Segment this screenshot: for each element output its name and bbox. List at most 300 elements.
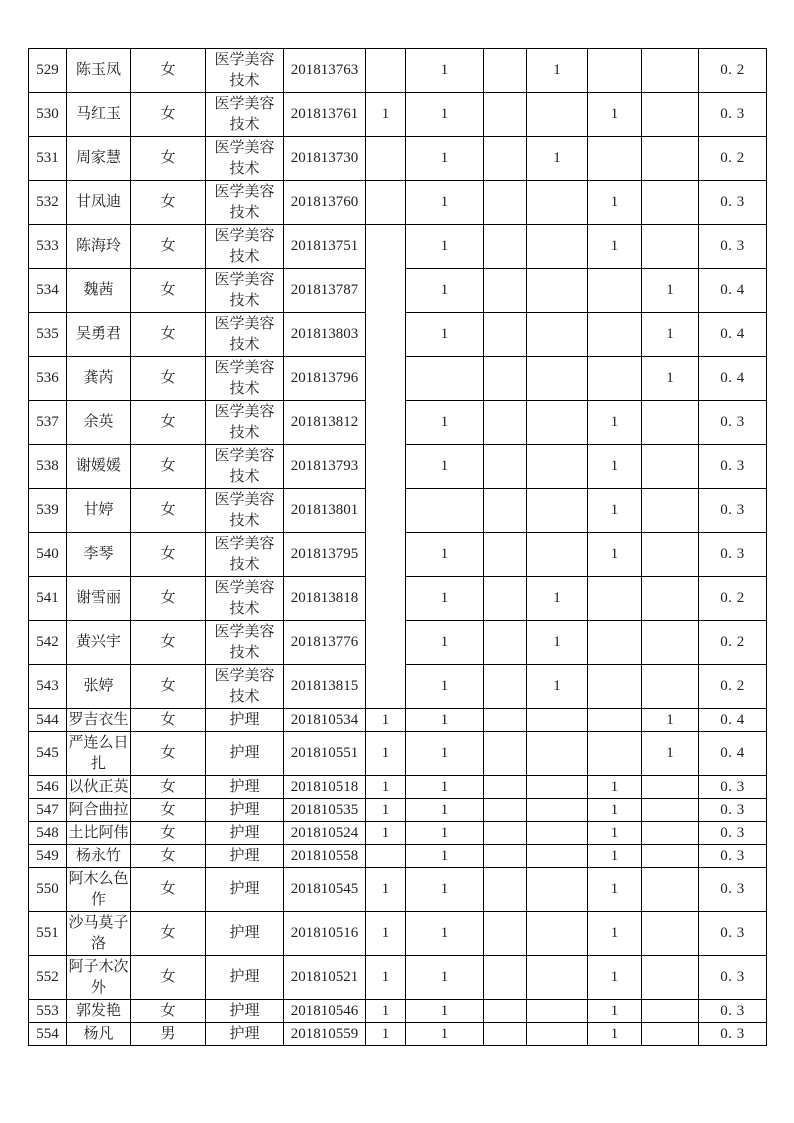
cell-index: 532: [29, 181, 67, 225]
major-text: 护理: [229, 1025, 260, 1042]
cell-score: 0. 4: [699, 313, 767, 357]
cell-index: 548: [29, 822, 67, 845]
cell-index: 554: [29, 1023, 67, 1046]
cell-c6: [642, 1023, 699, 1046]
cell-c5: 1: [588, 489, 642, 533]
cell-c4: [527, 845, 588, 868]
cell-score: 0. 3: [699, 776, 767, 799]
cell-name: [67, 269, 131, 313]
cell-c3: [484, 665, 527, 709]
cell-c4: 1: [527, 621, 588, 665]
cell-major: [206, 912, 284, 956]
cell-c3: [484, 845, 527, 868]
cell-c2: 1: [406, 822, 484, 845]
cell-c4: [527, 533, 588, 577]
cell-c1: 1: [366, 799, 406, 822]
table-row: [29, 1000, 767, 1023]
name-text: 以伙正英: [68, 778, 129, 795]
cell-score: 0. 3: [699, 912, 767, 956]
cell-index: 544: [29, 709, 67, 732]
merged-empty-cell: [366, 225, 406, 709]
cell-c3: [484, 868, 527, 912]
cell-major: [206, 665, 284, 709]
cell-name: [67, 845, 131, 868]
cell-c3: [484, 225, 527, 269]
cell-c4: [527, 799, 588, 822]
cell-index: 533: [29, 225, 67, 269]
table-row: [29, 799, 767, 822]
name-text: 阿木么色作: [68, 870, 129, 908]
cell-c2: 1: [406, 533, 484, 577]
cell-student_id: 201813763: [284, 49, 366, 93]
cell-name: [67, 956, 131, 1000]
name-text: 余英: [83, 414, 114, 430]
cell-score: 0. 3: [699, 401, 767, 445]
cell-c6: [642, 956, 699, 1000]
cell-name: [67, 709, 131, 732]
name-text: 罗吉衣生: [68, 711, 129, 728]
major-text: 护理: [229, 778, 260, 795]
cell-score: 0. 3: [699, 822, 767, 845]
cell-c4: [527, 313, 588, 357]
cell-major: [206, 225, 284, 269]
cell-score: 0. 2: [699, 577, 767, 621]
table-row: [29, 822, 767, 845]
cell-c2: [406, 357, 484, 401]
cell-c5: 1: [588, 1023, 642, 1046]
cell-c3: [484, 799, 527, 822]
cell-c4: [527, 93, 588, 137]
major-text: 护理: [229, 711, 260, 728]
cell-c3: [484, 1000, 527, 1023]
cell-score: 0. 3: [699, 868, 767, 912]
cell-score: 0. 3: [699, 225, 767, 269]
name-text: 严连么日扎: [68, 734, 129, 772]
cell-c5: 1: [588, 956, 642, 1000]
cell-c3: [484, 709, 527, 732]
cell-major: [206, 1023, 284, 1046]
table-row: [29, 93, 767, 137]
cell-gender: 女: [131, 181, 206, 225]
cell-c6: [642, 137, 699, 181]
cell-major: [206, 489, 284, 533]
cell-name: [67, 93, 131, 137]
cell-gender: 女: [131, 732, 206, 776]
major-text: 医学美容技术: [214, 667, 275, 705]
cell-student_id: 201813801: [284, 489, 366, 533]
cell-gender: 女: [131, 401, 206, 445]
cell-c2: 1: [406, 776, 484, 799]
cell-index: 549: [29, 845, 67, 868]
cell-score: 0. 4: [699, 357, 767, 401]
major-text: 医学美容技术: [214, 623, 275, 661]
cell-major: [206, 533, 284, 577]
cell-index: 550: [29, 868, 67, 912]
cell-gender: 女: [131, 489, 206, 533]
cell-c4: [527, 445, 588, 489]
cell-c5: [588, 621, 642, 665]
cell-c3: [484, 93, 527, 137]
cell-score: 0. 3: [699, 181, 767, 225]
cell-gender: 女: [131, 49, 206, 93]
major-text: 医学美容技术: [214, 183, 275, 221]
cell-name: [67, 445, 131, 489]
cell-gender: 女: [131, 357, 206, 401]
cell-score: 0. 2: [699, 665, 767, 709]
cell-c2: 1: [406, 1023, 484, 1046]
cell-c3: [484, 621, 527, 665]
major-text: 护理: [229, 847, 260, 864]
table-row: [29, 181, 767, 225]
major-text: 医学美容技术: [214, 139, 275, 177]
cell-index: 537: [29, 401, 67, 445]
cell-c4: [527, 956, 588, 1000]
cell-c1: [366, 137, 406, 181]
cell-c2: 1: [406, 225, 484, 269]
name-text: 李琴: [83, 546, 114, 562]
cell-major: [206, 93, 284, 137]
cell-score: 0. 4: [699, 269, 767, 313]
cell-major: [206, 799, 284, 822]
cell-name: [67, 137, 131, 181]
cell-c1: [366, 181, 406, 225]
cell-gender: 女: [131, 822, 206, 845]
cell-student_id: 201813730: [284, 137, 366, 181]
cell-name: [67, 732, 131, 776]
cell-c5: 1: [588, 776, 642, 799]
cell-major: [206, 181, 284, 225]
major-text: 医学美容技术: [214, 95, 275, 133]
table-row: [29, 956, 767, 1000]
cell-c4: [527, 489, 588, 533]
cell-name: [67, 665, 131, 709]
cell-gender: 女: [131, 799, 206, 822]
cell-c6: [642, 799, 699, 822]
major-text: 护理: [229, 925, 260, 941]
cell-major: [206, 577, 284, 621]
cell-c4: [527, 225, 588, 269]
name-text: 杨永竹: [75, 847, 121, 864]
name-text: 魏茜: [83, 282, 114, 298]
cell-index: 553: [29, 1000, 67, 1023]
cell-score: 0. 3: [699, 799, 767, 822]
cell-student_id: 201813796: [284, 357, 366, 401]
student-roster-table: [28, 48, 767, 1046]
cell-score: 0. 3: [699, 1000, 767, 1023]
table-row: [29, 49, 767, 93]
roster-table-body: [29, 49, 767, 1046]
name-text: 陈玉凤: [75, 62, 121, 78]
major-text: 医学美容技术: [214, 403, 275, 441]
cell-score: 0. 3: [699, 445, 767, 489]
cell-student_id: 201810545: [284, 868, 366, 912]
cell-c1: 1: [366, 776, 406, 799]
major-text: 医学美容技术: [214, 359, 275, 397]
cell-c4: 1: [527, 137, 588, 181]
cell-name: [67, 1000, 131, 1023]
cell-c3: [484, 137, 527, 181]
cell-c5: [588, 732, 642, 776]
cell-c5: 1: [588, 401, 642, 445]
cell-name: [67, 912, 131, 956]
cell-c2: 1: [406, 665, 484, 709]
cell-c5: 1: [588, 225, 642, 269]
cell-c5: [588, 577, 642, 621]
cell-c6: 1: [642, 357, 699, 401]
cell-index: 551: [29, 912, 67, 956]
cell-c5: 1: [588, 822, 642, 845]
cell-gender: 女: [131, 577, 206, 621]
name-text: 阿子木次外: [68, 958, 129, 996]
cell-c6: [642, 621, 699, 665]
cell-name: [67, 533, 131, 577]
cell-c2: 1: [406, 845, 484, 868]
cell-c5: 1: [588, 845, 642, 868]
cell-c5: 1: [588, 912, 642, 956]
cell-c4: [527, 269, 588, 313]
cell-score: 0. 3: [699, 1023, 767, 1046]
cell-major: [206, 845, 284, 868]
cell-gender: 女: [131, 225, 206, 269]
cell-c5: [588, 357, 642, 401]
cell-c6: [642, 868, 699, 912]
cell-c6: [642, 533, 699, 577]
cell-c1: 1: [366, 1000, 406, 1023]
cell-major: [206, 445, 284, 489]
cell-name: [67, 225, 131, 269]
cell-score: 0. 4: [699, 732, 767, 776]
cell-c2: 1: [406, 732, 484, 776]
cell-gender: 女: [131, 533, 206, 577]
cell-index: 539: [29, 489, 67, 533]
cell-c4: [527, 868, 588, 912]
name-text: 杨凡: [83, 1025, 114, 1042]
cell-c6: 1: [642, 732, 699, 776]
major-text: 医学美容技术: [214, 271, 275, 309]
name-text: 郭发艳: [75, 1002, 121, 1019]
cell-c3: [484, 577, 527, 621]
cell-c1: [366, 845, 406, 868]
cell-c4: 1: [527, 49, 588, 93]
cell-c6: [642, 225, 699, 269]
cell-c6: [642, 776, 699, 799]
table-row: [29, 776, 767, 799]
cell-name: [67, 181, 131, 225]
major-text: 医学美容技术: [214, 315, 275, 353]
cell-c5: [588, 49, 642, 93]
table-row: [29, 912, 767, 956]
name-text: 阿合曲拉: [68, 801, 129, 818]
cell-index: 547: [29, 799, 67, 822]
cell-c5: 1: [588, 1000, 642, 1023]
cell-student_id: 201810524: [284, 822, 366, 845]
cell-major: [206, 1000, 284, 1023]
major-text: 护理: [229, 745, 260, 761]
cell-name: [67, 313, 131, 357]
cell-score: 0. 3: [699, 93, 767, 137]
cell-index: 542: [29, 621, 67, 665]
cell-c5: 1: [588, 533, 642, 577]
cell-c5: [588, 137, 642, 181]
cell-c4: [527, 357, 588, 401]
name-text: 龚芮: [83, 370, 114, 386]
cell-student_id: 201810534: [284, 709, 366, 732]
cell-c3: [484, 912, 527, 956]
cell-score: 0. 2: [699, 49, 767, 93]
cell-student_id: 201813760: [284, 181, 366, 225]
cell-index: 531: [29, 137, 67, 181]
cell-gender: 女: [131, 445, 206, 489]
cell-c1: 1: [366, 732, 406, 776]
cell-c2: 1: [406, 577, 484, 621]
cell-c1: 1: [366, 822, 406, 845]
cell-c5: 1: [588, 445, 642, 489]
cell-c6: [642, 445, 699, 489]
cell-major: [206, 822, 284, 845]
cell-c3: [484, 533, 527, 577]
cell-major: [206, 401, 284, 445]
name-text: 黄兴宇: [75, 634, 121, 650]
cell-gender: 女: [131, 665, 206, 709]
cell-student_id: 201810551: [284, 732, 366, 776]
cell-gender: 女: [131, 1000, 206, 1023]
name-text: 张婷: [83, 678, 114, 694]
cell-name: [67, 577, 131, 621]
major-text: 医学美容技术: [214, 579, 275, 617]
cell-score: 0. 2: [699, 621, 767, 665]
table-row: [29, 225, 767, 269]
cell-c2: 1: [406, 93, 484, 137]
cell-c5: [588, 709, 642, 732]
table-row: [29, 137, 767, 181]
table-row: [29, 732, 767, 776]
cell-index: 538: [29, 445, 67, 489]
cell-c5: 1: [588, 181, 642, 225]
cell-c3: [484, 732, 527, 776]
cell-c3: [484, 776, 527, 799]
name-text: 马红玉: [75, 106, 121, 122]
cell-c5: [588, 665, 642, 709]
cell-c2: 1: [406, 1000, 484, 1023]
cell-c3: [484, 313, 527, 357]
cell-index: 546: [29, 776, 67, 799]
cell-gender: 女: [131, 313, 206, 357]
cell-c6: 1: [642, 269, 699, 313]
cell-c4: [527, 776, 588, 799]
major-text: 医学美容技术: [214, 51, 275, 89]
cell-student_id: 201813815: [284, 665, 366, 709]
cell-major: [206, 868, 284, 912]
cell-score: 0. 4: [699, 709, 767, 732]
cell-c4: 1: [527, 577, 588, 621]
major-text: 医学美容技术: [214, 447, 275, 485]
cell-gender: 女: [131, 93, 206, 137]
cell-c2: 1: [406, 401, 484, 445]
major-text: 护理: [229, 881, 260, 897]
cell-student_id: 201810516: [284, 912, 366, 956]
cell-student_id: 201813761: [284, 93, 366, 137]
cell-name: [67, 357, 131, 401]
cell-c1: 1: [366, 709, 406, 732]
major-text: 医学美容技术: [214, 535, 275, 573]
cell-student_id: 201813803: [284, 313, 366, 357]
cell-c1: 1: [366, 912, 406, 956]
name-text: 谢媛媛: [75, 458, 121, 474]
cell-c6: [642, 489, 699, 533]
cell-c2: 1: [406, 445, 484, 489]
name-text: 谢雪丽: [75, 590, 121, 606]
cell-c5: 1: [588, 93, 642, 137]
cell-c6: [642, 49, 699, 93]
cell-c1: 1: [366, 1023, 406, 1046]
cell-c2: 1: [406, 621, 484, 665]
cell-student_id: 201813795: [284, 533, 366, 577]
cell-c2: 1: [406, 868, 484, 912]
cell-name: [67, 49, 131, 93]
cell-student_id: 201813812: [284, 401, 366, 445]
cell-name: [67, 1023, 131, 1046]
cell-index: 529: [29, 49, 67, 93]
cell-c2: 1: [406, 956, 484, 1000]
cell-index: 552: [29, 956, 67, 1000]
cell-name: [67, 401, 131, 445]
cell-c6: [642, 1000, 699, 1023]
cell-c4: [527, 401, 588, 445]
cell-gender: 女: [131, 137, 206, 181]
cell-student_id: 201810559: [284, 1023, 366, 1046]
cell-c2: [406, 489, 484, 533]
cell-c6: [642, 577, 699, 621]
cell-major: [206, 621, 284, 665]
name-text: 陈海玲: [75, 238, 121, 254]
cell-c5: [588, 269, 642, 313]
cell-gender: 男: [131, 1023, 206, 1046]
cell-c6: [642, 845, 699, 868]
table-row: [29, 868, 767, 912]
cell-major: [206, 313, 284, 357]
cell-student_id: 201810546: [284, 1000, 366, 1023]
cell-gender: 女: [131, 776, 206, 799]
cell-c2: 1: [406, 269, 484, 313]
cell-c3: [484, 357, 527, 401]
cell-c4: [527, 709, 588, 732]
cell-index: 535: [29, 313, 67, 357]
cell-major: [206, 956, 284, 1000]
cell-index: 543: [29, 665, 67, 709]
cell-major: [206, 269, 284, 313]
cell-student_id: 201813793: [284, 445, 366, 489]
cell-c6: [642, 665, 699, 709]
cell-major: [206, 137, 284, 181]
cell-major: [206, 776, 284, 799]
major-text: 医学美容技术: [214, 491, 275, 529]
cell-student_id: 201813818: [284, 577, 366, 621]
cell-index: 534: [29, 269, 67, 313]
name-text: 吴勇君: [75, 326, 121, 342]
major-text: 护理: [229, 801, 260, 818]
major-text: 护理: [229, 969, 260, 985]
cell-c5: 1: [588, 868, 642, 912]
cell-c5: [588, 313, 642, 357]
cell-c5: 1: [588, 799, 642, 822]
table-row: [29, 845, 767, 868]
cell-index: 540: [29, 533, 67, 577]
table-row: [29, 709, 767, 732]
cell-c3: [484, 822, 527, 845]
cell-name: [67, 621, 131, 665]
cell-c3: [484, 49, 527, 93]
cell-c1: [366, 49, 406, 93]
